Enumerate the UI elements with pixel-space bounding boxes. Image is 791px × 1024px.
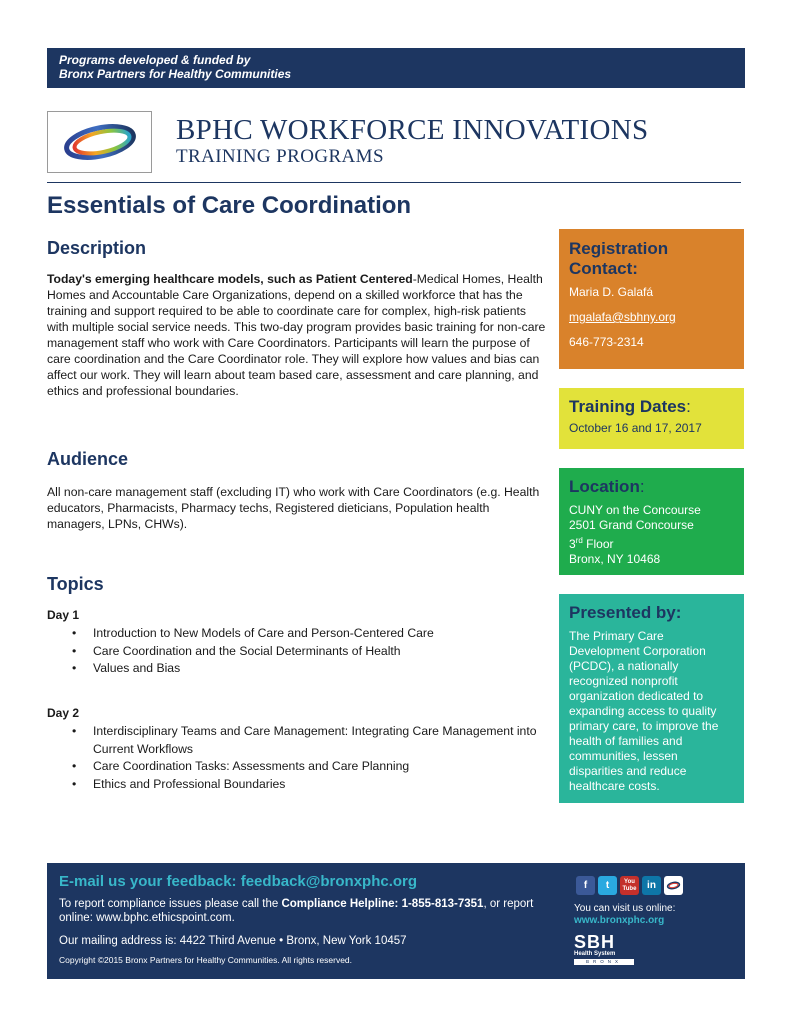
location-colon: :: [639, 477, 645, 496]
list-item: • Interdisciplinary Teams and Care Management: Integrating Care Management into Current Workflows: [47, 723, 547, 758]
training-dates-box: [559, 388, 744, 449]
youtube-label-2: Tube: [622, 885, 637, 892]
day-2-topics-list: [47, 723, 547, 793]
presented-by-text: The Primary Care Development Corporation (PCDC), a nationally recognized nonprofit organization dedicated to expanding access to quality primary care, to improve the health of families and communities, lessen disparities and reduce healthcare costs.: [569, 629, 719, 793]
swirl-small-icon: [666, 880, 681, 891]
linkedin-icon[interactable]: in: [642, 876, 661, 895]
day-1-label: Day 1: [47, 608, 80, 622]
bphc-swirl-icon[interactable]: [664, 876, 683, 895]
presented-by-box: [559, 594, 744, 803]
list-item: • Care Coordination Tasks: Assessments and Care Planning: [47, 758, 547, 776]
registration-phone: 646-773-2314: [569, 335, 644, 349]
registration-name: Maria D. Galafá: [569, 285, 654, 299]
training-dates-title: [569, 397, 734, 417]
bphc-logo: [47, 111, 152, 173]
footer: [47, 863, 745, 979]
page-title: Essentials of Care Coordination: [47, 192, 412, 219]
day-1-topics-list: [47, 625, 547, 678]
sbh-logo-text: SBH: [574, 932, 616, 952]
registration-box: [559, 229, 744, 369]
day-2-label: Day 2: [47, 706, 80, 720]
list-item: • Values and Bias: [47, 660, 547, 678]
registration-title: Registration Contact:: [569, 239, 669, 278]
training-dates-colon: :: [686, 397, 691, 416]
location-line-3: [569, 533, 734, 552]
twitter-icon[interactable]: t: [598, 876, 617, 895]
audience-text: All non-care management staff (excluding IT) who work with Care Coordinators (e.g. Health educators, Pharmacists, Pharmacy techs, Registered dieticians, Population health managers, LPNs, CHWs).: [47, 485, 540, 531]
list-item: • Introduction to New Models of Care and Person-Centered Care: [47, 625, 547, 643]
visit-label: You can visit us online:: [574, 903, 676, 914]
facebook-icon[interactable]: f: [576, 876, 595, 895]
compliance-text: [59, 897, 539, 925]
feedback-email-link[interactable]: E-mail us your feedback: feedback@bronxphc.org: [59, 873, 418, 890]
banner-line-2: Bronx Partners for Healthy Communities: [59, 67, 292, 81]
brand-subtitle: TRAINING PROGRAMS: [176, 146, 384, 167]
sbh-logo-bronx: BRONX: [574, 959, 634, 965]
location-line-4: Bronx, NY 10468: [569, 552, 661, 566]
presented-by-title: Presented by:: [569, 603, 682, 622]
website-link[interactable]: www.bronxphc.org: [574, 915, 665, 926]
visit-online: [574, 903, 675, 927]
mailing-address: Our mailing address is: 4422 Third Avenue • Bronx, New York 10457: [59, 935, 407, 947]
youtube-label-1: You: [624, 878, 635, 885]
social-icons: [576, 876, 683, 895]
sbh-logo-subtext: Health System: [574, 951, 616, 957]
compliance-helpline: Compliance Helpline: 1-855-813-7351: [281, 898, 484, 910]
brand-title: BPHC WORKFORCE INNOVATIONS: [176, 114, 649, 146]
list-item: • Care Coordination and the Social Determinants of Health: [47, 643, 547, 661]
banner-line-1: Programs developed & funded by: [59, 53, 251, 67]
topics-heading: Topics: [47, 574, 104, 594]
compliance-pre: To report compliance issues please call the: [59, 898, 282, 910]
training-dates-value: October 16 and 17, 2017: [569, 421, 702, 435]
description-text: [47, 271, 547, 399]
sbh-logo: [574, 933, 634, 965]
list-item: • Ethics and Professional Boundaries: [47, 776, 547, 794]
swirl-logo-icon: [60, 119, 140, 165]
top-banner: [47, 48, 745, 88]
location-floor-word: Floor: [582, 537, 614, 551]
youtube-icon[interactable]: [620, 876, 639, 895]
location-line-2: 2501 Grand Concourse: [569, 518, 694, 532]
header-divider: [47, 182, 741, 183]
location-box: [559, 468, 744, 575]
training-dates-title-text: Training Dates: [569, 397, 687, 416]
location-title-text: Location: [569, 477, 640, 496]
description-heading: Description: [47, 238, 147, 258]
compliance-post: , or report online: www.bphc.ethicspoint.com.: [59, 898, 534, 924]
copyright: Copyright ©2015 Bronx Partners for Healthy Communities. All rights reserved.: [59, 955, 353, 965]
description-body: -Medical Homes, Health Homes and Accountable Care Organizations, depend on a skilled workforce that has the training and support required to be able to coordinate care for complex, high-risk patients with multiple social service needs. This two-day program provides basic training for non-care management staff who work with Care Coordinators. Participants will learn the purpose of care coordination and the Care Coordinator role. They will explore how values and bias can affect our work. They will learn about team based care, assessment and care planning, and ethics and professional boundaries.: [47, 272, 546, 398]
location-floor-suffix: rd: [575, 536, 583, 545]
location-line-1: CUNY on the Concourse: [569, 503, 701, 517]
location-title: [569, 477, 734, 497]
audience-heading: Audience: [47, 449, 129, 469]
location-address: [569, 503, 734, 567]
registration-email-link[interactable]: mgalafa@sbhny.org: [569, 310, 676, 324]
description-bold-intro: Today's emerging healthcare models, such as Patient Centered: [47, 272, 413, 286]
location-floor-number: 3: [569, 537, 576, 551]
